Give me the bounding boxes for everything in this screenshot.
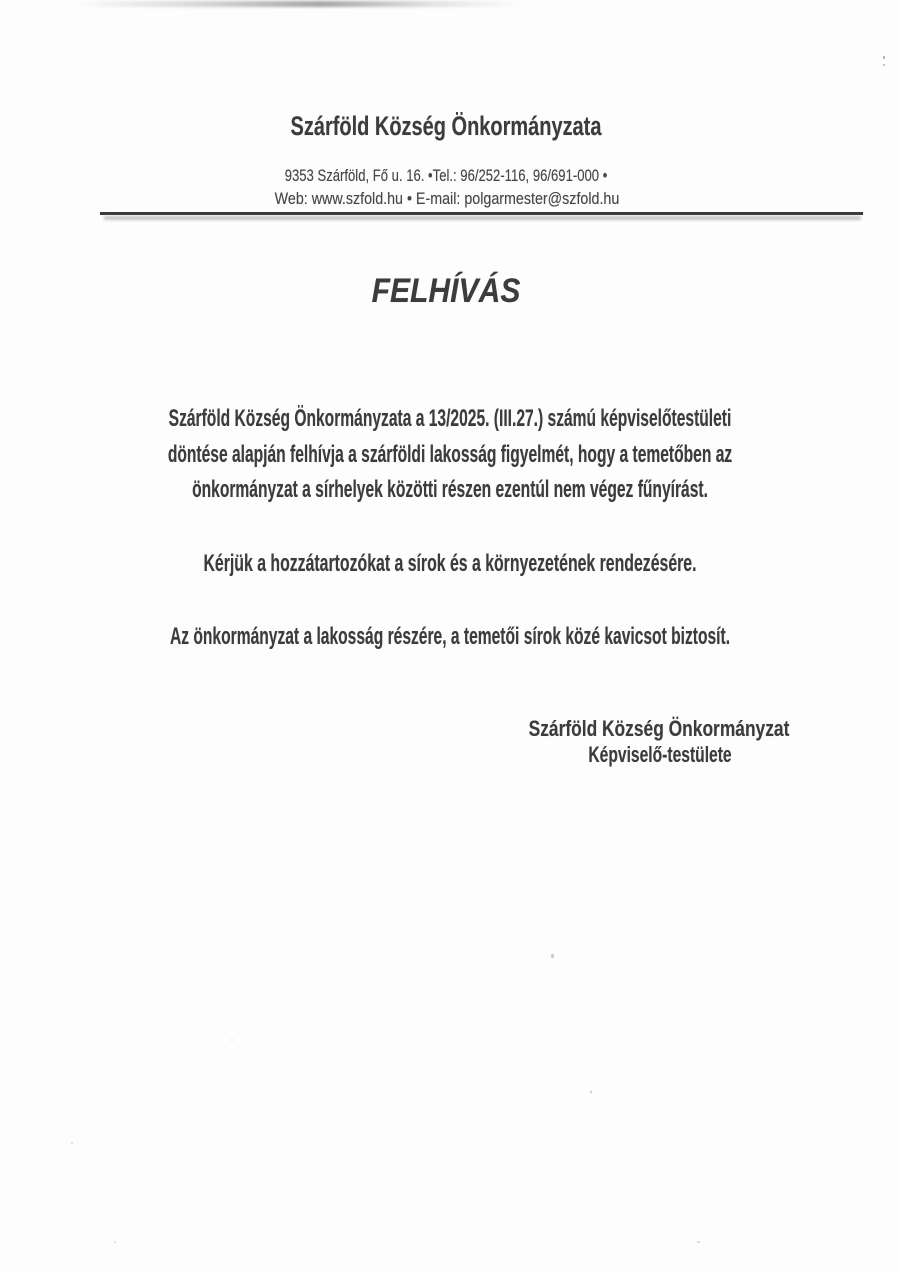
scan-streak-artifact	[75, 1, 520, 7]
paragraph3	[19, 625, 881, 649]
signature-line2-text: Képviselő-testülete	[588, 742, 732, 767]
scan-speck	[589, 1090, 592, 1094]
paragraph1-line3-text: önkormányzat a sírhelyek közötti részen ezentúl nem végez fűnyírást.	[192, 476, 708, 503]
scan-speck	[551, 954, 554, 958]
scan-speck	[697, 1241, 700, 1243]
address-line	[237, 167, 656, 184]
paragraph2-text: Kérjük a hozzátartozókat a sírok és a környezetének rendezésére.	[203, 550, 697, 577]
signature-line1-text: Szárföld Község Önkormányzat	[528, 716, 790, 741]
scan-speck	[231, 1039, 233, 1041]
signature-line2	[559, 744, 761, 766]
notice-title-text: FELHÍVÁS	[371, 272, 521, 310]
header-rule	[100, 212, 863, 215]
address-line-text: 9353 Szárföld, Fő u. 16. •Tel.: 96/252-116, 96/691-000 •	[284, 166, 608, 185]
paragraph1-line1	[17, 407, 883, 431]
paragraph2	[77, 552, 824, 576]
header-rule-shadow	[104, 216, 861, 220]
paragraph1-line3	[53, 478, 847, 502]
paragraph1-line2-text: döntése alapján felhívja a szárföldi lakosság figyelmét, hogy a temetőben az	[167, 441, 733, 468]
contact-line	[242, 190, 652, 207]
paragraph1-line2	[16, 443, 884, 467]
org-name	[236, 113, 656, 140]
contact-line-text: Web: www.szfold.hu • E-mail: polgarmester@szfold.hu	[274, 189, 620, 208]
paragraph3-text: Az önkormányzat a lakosság részére, a temetői sírok közé kavicsot biztosít.	[169, 623, 731, 650]
notice-title	[362, 274, 530, 308]
signature-line1	[494, 718, 824, 740]
paragraph1-line1-text: Szárföld Község Önkormányzata a 13/2025. (III.27.) számú képviselőtestületi	[168, 405, 732, 432]
org-name-text: Szárföld Község Önkormányzata	[290, 111, 602, 141]
scan-speck	[114, 1241, 116, 1243]
scan-speck	[883, 56, 885, 59]
scan-speck	[883, 64, 885, 66]
scan-speck	[71, 1142, 73, 1144]
